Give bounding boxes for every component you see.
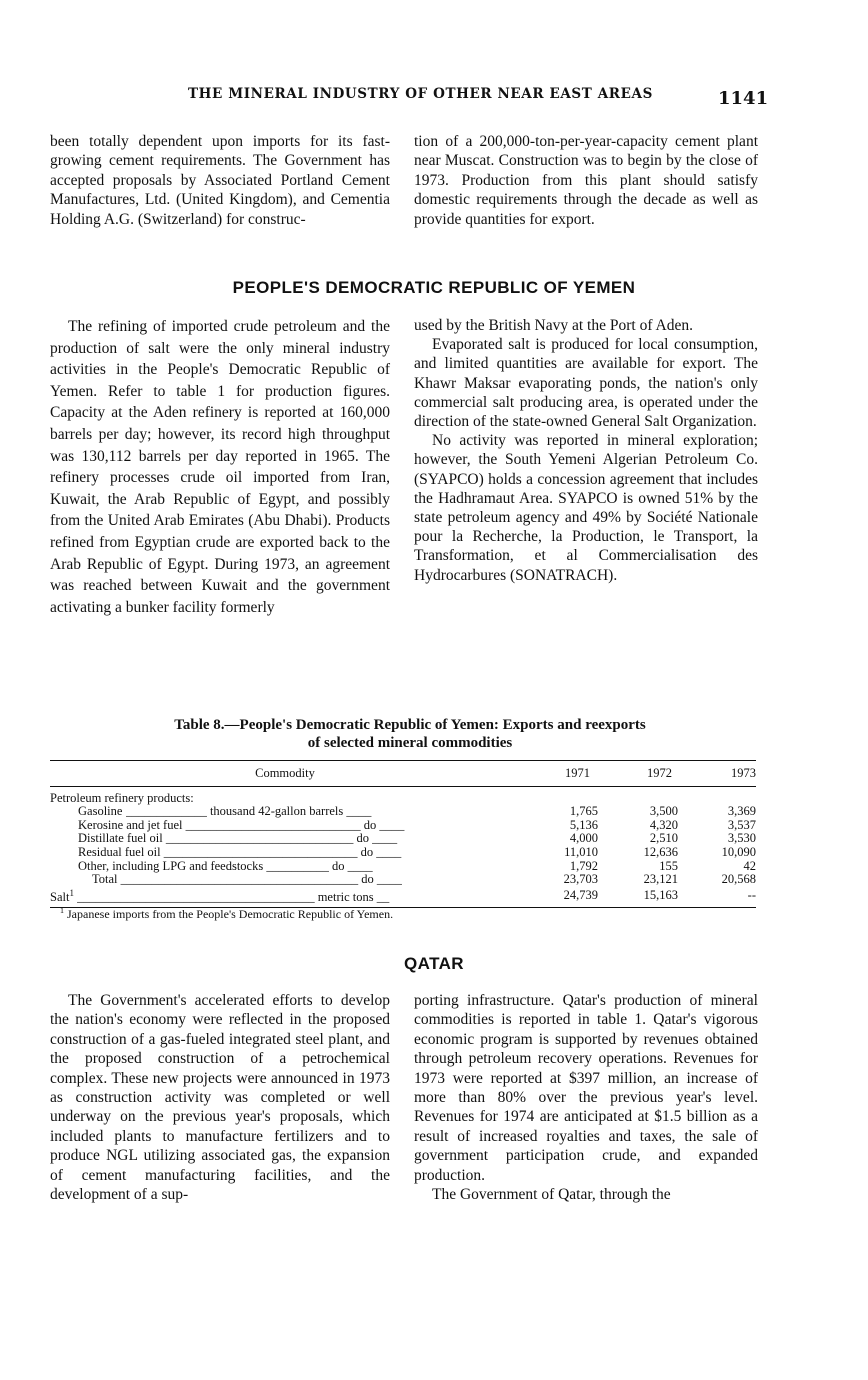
row-label: Distillate fuel oil ______________________________ do ____ bbox=[78, 831, 398, 846]
section-heading-qatar: QATAR bbox=[404, 954, 464, 973]
paragraph: been totally dependent upon imports for its fast-growing cement requirements. The Government has accepted proposals by Associated Portland Cement Manufactures, Ltd. (United Kingdom), and Cementia Holding A.G. (Switzerland) for construc- bbox=[50, 133, 390, 228]
cell-1973: 42 bbox=[743, 858, 756, 873]
cell-1973: -- bbox=[747, 887, 756, 902]
yemen-left-column bbox=[50, 316, 390, 618]
top-right-column bbox=[414, 132, 758, 229]
cell-1972: 2,510 bbox=[649, 831, 678, 846]
running-head: THE MINERAL INDUSTRY OF OTHER NEAR EAST AREAS bbox=[188, 86, 653, 102]
exports-table bbox=[50, 760, 756, 912]
footnote-mark: 1 bbox=[60, 906, 64, 915]
yemen-right-column bbox=[414, 316, 758, 585]
cell-1971: 4,000 bbox=[569, 831, 598, 846]
paragraph: The Government of Qatar, through the bbox=[432, 1186, 671, 1204]
table-row bbox=[50, 805, 756, 819]
cell-1971: 5,136 bbox=[569, 817, 598, 832]
paragraph: No activity was reported in mineral exploration; however, the South Yemeni Algerian Petroleum Co. (SYAPCO) holds a concession agreement that includes the Hadhramaut Area. SYAPCO is owned 51% by the state petroleum agency and 49% by Société Nationale pour la Recherche, la Production, le Transport, la Transformation, et al Commercialisation des Hydrocarbures (SONATRACH). bbox=[414, 432, 758, 584]
cell-1972: 12,636 bbox=[643, 844, 678, 859]
table-row bbox=[50, 846, 756, 860]
row-label: Petroleum refinery products: bbox=[50, 790, 194, 805]
table-row bbox=[50, 819, 756, 833]
row-unit: do bbox=[331, 858, 345, 873]
section-heading-yemen: PEOPLE'S DEMOCRATIC REPUBLIC OF YEMEN bbox=[232, 278, 636, 297]
paragraph: Evaporated salt is produced for local consumption, and limited quantities are available for export. The Khawr Maksar evaporating ponds, the nation's only commercial salt producing area, is operated under the direction of the state-owned General Salt Organization. bbox=[414, 336, 758, 431]
row-unit: do bbox=[363, 817, 377, 832]
cell-1971: 23,703 bbox=[563, 872, 598, 887]
cell-1973: 20,568 bbox=[721, 872, 756, 887]
paragraph: porting infrastructure. Qatar's production of mineral commodities is reported in table 1. Qatar's vigorous economic program is supported by revenues obtained through petroleum recovery operations. Revenues for 1973 were reported at $397 million, an increase of more than 80% over the previous year's level. Revenues for 1974 are anticipated at $1.5 billion as a result of increased royalties and taxes, the sale of government participation crude, and expanded production. bbox=[414, 992, 758, 1184]
paragraph: used by the British Navy at the Port of Aden. bbox=[414, 317, 693, 334]
cell-1972: 3,500 bbox=[649, 804, 678, 819]
row-unit: thousand 42-gallon barrels bbox=[209, 804, 344, 819]
row-label: Salt$^1$ ______________________________________ metric tons __ bbox=[50, 887, 390, 904]
cell-1973: 3,530 bbox=[727, 831, 756, 846]
column-header-1973: 1973 bbox=[678, 761, 756, 787]
row-unit: do bbox=[356, 831, 369, 846]
cell-1972: 4,320 bbox=[649, 817, 678, 832]
table-row bbox=[50, 832, 756, 846]
column-header-commodity: Commodity bbox=[50, 761, 520, 787]
table-header-row bbox=[50, 761, 756, 787]
row-label: Residual fuel oil _______________________________ do ____ bbox=[78, 844, 402, 859]
table-row bbox=[50, 786, 756, 805]
table-caption bbox=[60, 716, 760, 752]
cell-1971: 24,739 bbox=[563, 887, 598, 902]
table-footnote bbox=[60, 906, 393, 922]
row-label: Total ______________________________________ do ____ bbox=[92, 872, 402, 887]
table-row bbox=[50, 887, 756, 907]
paragraph: tion of a 200,000-ton-per-year-capacity cement plant near Muscat. Construction was to begin by the close of 1973. Production from this plant should satisfy domestic requirements through the decade as well as provide quantities for export. bbox=[414, 133, 758, 228]
qatar-left-column bbox=[50, 991, 390, 1204]
table-row bbox=[50, 860, 756, 874]
row-unit: metric tons bbox=[317, 889, 374, 904]
row-unit: do bbox=[360, 844, 374, 859]
cell-1973: 3,369 bbox=[727, 804, 756, 819]
footnote-marker: 1 bbox=[69, 887, 74, 898]
column-header-1972: 1972 bbox=[598, 761, 678, 787]
column-header-1971: 1971 bbox=[520, 761, 598, 787]
row-label: Gasoline _____________ thousand 42-gallon barrels ____ bbox=[78, 804, 372, 819]
row-label: Other, including LPG and feedstocks __________ do ____ bbox=[78, 858, 373, 873]
paragraph: The refining of imported crude petroleum and the production of salt were the only mineral industry activities in the People's Democratic Republic of Yemen. Refer to table 1 for production figures. Capacity at the Aden refinery is reported at 160,000 barrels per day; however, its record high throughput was 130,112 barrels per day reported in 1965. The refinery processes crude oil imported from Iran, Kuwait, the Arab Republic of Egypt, and possibly from the United Arab Emirates (Abu Dhabi). Products refined from Egyptian crude are exported back to the Arab Republic of Egypt. During 1973, an agreement was reached between Kuwait and the government activating a bunker facility formerly bbox=[50, 318, 390, 616]
cell-1972: 23,121 bbox=[643, 872, 678, 887]
cell-1973: 3,537 bbox=[727, 817, 756, 832]
cell-1971: 1,765 bbox=[569, 804, 598, 819]
top-left-column bbox=[50, 132, 390, 229]
cell-1972: 155 bbox=[659, 858, 678, 873]
row-unit: do bbox=[361, 872, 374, 887]
table-row-total bbox=[50, 873, 756, 887]
cell-1971: 11,010 bbox=[564, 844, 598, 859]
footnote-text: Japanese imports from the People's Democratic Republic of Yemen. bbox=[67, 907, 394, 921]
table-caption-line2: of selected mineral commodities bbox=[307, 735, 513, 751]
paragraph: The Government's accelerated efforts to develop the nation's economy were reflected in the proposed construction of a gas-fueled integrated steel plant, and the proposed construction of a petrochemical complex. These new projects were announced in 1973 as construction activity was completed or well underway on the previous year's proposals, which included plants to manufacture fertilizers and to produce NGL utilizing associated gas, the expansion of cement manufacturing facilities, and the development of a sup- bbox=[50, 992, 390, 1204]
cell-1971: 1,792 bbox=[569, 858, 598, 873]
page-number: 1141 bbox=[718, 88, 769, 109]
row-label: Kerosine and jet fuel ____________________________ do ____ bbox=[78, 817, 405, 832]
table-caption-line1: Table 8.—People's Democratic Republic of Yemen: Exports and reexports bbox=[174, 717, 646, 733]
qatar-right-column bbox=[414, 991, 758, 1204]
cell-1972: 15,163 bbox=[643, 887, 678, 902]
cell-1973: 10,090 bbox=[721, 844, 756, 859]
